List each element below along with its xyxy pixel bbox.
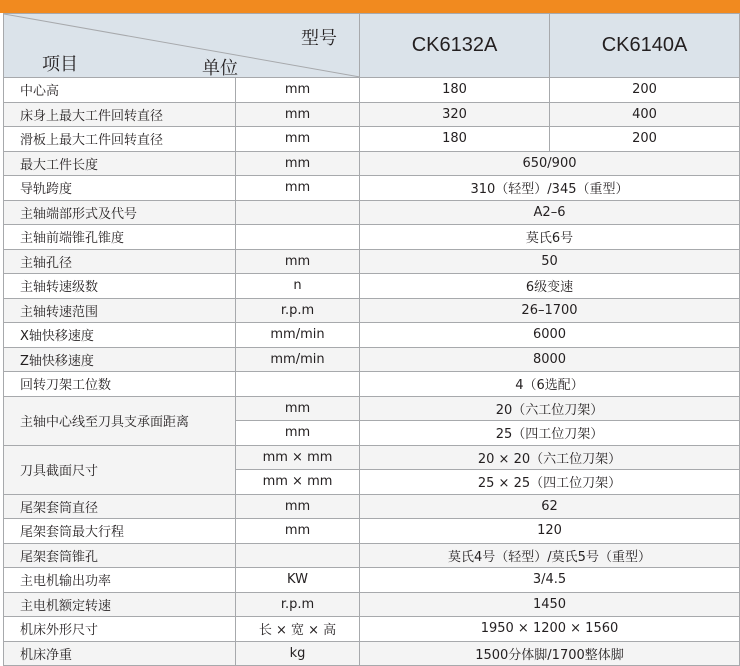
unit-cell: mm × mm — [236, 470, 360, 495]
unit-cell: mm — [236, 78, 360, 103]
item-cell: 尾架套筒锥孔 — [4, 543, 236, 568]
item-cell: 刀具截面尺寸 — [4, 445, 236, 494]
value-cell: 62 — [360, 494, 740, 519]
unit-cell: mm — [236, 127, 360, 152]
value-cell: 4（6选配） — [360, 372, 740, 397]
unit-label: 单位 — [202, 58, 238, 79]
table-row — [4, 274, 740, 299]
table-row — [4, 347, 740, 372]
unit-cell: r.p.m — [236, 298, 360, 323]
table-row — [4, 617, 740, 642]
table-row — [4, 641, 740, 666]
value-cell: 25（四工位刀架） — [360, 421, 740, 446]
unit-cell — [236, 200, 360, 225]
table-row — [4, 200, 740, 225]
header-diagonal-cell — [4, 14, 360, 78]
model-header-ck6140a: CK6140A — [550, 14, 740, 78]
item-cell: 尾架套筒直径 — [4, 494, 236, 519]
value-cell: 3/4.5 — [360, 568, 740, 593]
spec-table — [3, 13, 740, 666]
item-label: 项目 — [42, 54, 78, 75]
item-cell: 最大工件长度 — [4, 151, 236, 176]
value-cell: A2–6 — [360, 200, 740, 225]
value-cell: 310（轻型）/345（重型） — [360, 176, 740, 201]
item-cell: 尾架套筒最大行程 — [4, 519, 236, 544]
table-row — [4, 568, 740, 593]
value-cell: 26–1700 — [360, 298, 740, 323]
value-cell: 1950 × 1200 × 1560 — [360, 617, 740, 642]
item-cell: 主轴前端锥孔锥度 — [4, 225, 236, 250]
unit-cell: mm/min — [236, 323, 360, 348]
item-cell: 主电机输出功率 — [4, 568, 236, 593]
table-row — [4, 396, 740, 421]
table-row — [4, 102, 740, 127]
unit-cell: mm — [236, 494, 360, 519]
unit-cell: r.p.m — [236, 592, 360, 617]
value-cell: 6级变速 — [360, 274, 740, 299]
value-cell-ck6140a: 200 — [550, 127, 740, 152]
unit-cell: mm — [236, 102, 360, 127]
value-cell: 20（六工位刀架） — [360, 396, 740, 421]
unit-cell — [236, 225, 360, 250]
header-row — [4, 14, 740, 78]
value-cell-ck6132a: 180 — [360, 78, 550, 103]
unit-cell — [236, 543, 360, 568]
value-cell: 6000 — [360, 323, 740, 348]
table-row — [4, 592, 740, 617]
value-cell: 120 — [360, 519, 740, 544]
unit-cell: KW — [236, 568, 360, 593]
table-row — [4, 323, 740, 348]
unit-cell: mm — [236, 519, 360, 544]
unit-cell: 长 × 宽 × 高 — [236, 617, 360, 642]
unit-cell: mm — [236, 421, 360, 446]
unit-cell: kg — [236, 641, 360, 666]
unit-cell: mm/min — [236, 347, 360, 372]
value-cell: 1500分体脚/1700整体脚 — [360, 641, 740, 666]
unit-cell — [236, 372, 360, 397]
table-row — [4, 225, 740, 250]
item-cell: 滑板上最大工件回转直径 — [4, 127, 236, 152]
item-cell: 床身上最大工件回转直径 — [4, 102, 236, 127]
model-label: 型号 — [301, 28, 337, 49]
item-cell: 回转刀架工位数 — [4, 372, 236, 397]
value-cell-ck6132a: 320 — [360, 102, 550, 127]
item-cell: 主轴孔径 — [4, 249, 236, 274]
item-cell: 主轴中心线至刀具支承面距离 — [4, 396, 236, 445]
unit-cell: n — [236, 274, 360, 299]
unit-cell: mm × mm — [236, 445, 360, 470]
value-cell: 20 × 20（六工位刀架） — [360, 445, 740, 470]
item-cell: 导轨跨度 — [4, 176, 236, 201]
table-row — [4, 519, 740, 544]
item-cell: 主轴转速范围 — [4, 298, 236, 323]
unit-cell: mm — [236, 249, 360, 274]
value-cell-ck6140a: 400 — [550, 102, 740, 127]
unit-cell: mm — [236, 151, 360, 176]
value-cell: 25 × 25（四工位刀架） — [360, 470, 740, 495]
value-cell: 1450 — [360, 592, 740, 617]
value-cell-ck6132a: 180 — [360, 127, 550, 152]
item-cell: 主轴端部形式及代号 — [4, 200, 236, 225]
item-cell: 中心高 — [4, 78, 236, 103]
table-row — [4, 445, 740, 470]
value-cell: 650/900 — [360, 151, 740, 176]
item-cell: X轴快移速度 — [4, 323, 236, 348]
item-cell: 机床净重 — [4, 641, 236, 666]
table-row — [4, 298, 740, 323]
table-row — [4, 494, 740, 519]
table-row — [4, 176, 740, 201]
item-cell: Z轴快移速度 — [4, 347, 236, 372]
table-row — [4, 249, 740, 274]
item-cell: 主轴转速级数 — [4, 274, 236, 299]
value-cell: 莫氏4号（轻型）/莫氏5号（重型） — [360, 543, 740, 568]
value-cell: 莫氏6号 — [360, 225, 740, 250]
table-row — [4, 151, 740, 176]
value-cell: 50 — [360, 249, 740, 274]
item-cell: 主电机额定转速 — [4, 592, 236, 617]
model-header-ck6132a: CK6132A — [360, 14, 550, 78]
table-row — [4, 78, 740, 103]
value-cell: 8000 — [360, 347, 740, 372]
item-cell: 机床外形尺寸 — [4, 617, 236, 642]
unit-cell: mm — [236, 176, 360, 201]
top-accent-bar — [0, 0, 740, 13]
table-row — [4, 543, 740, 568]
table-row — [4, 372, 740, 397]
unit-cell: mm — [236, 396, 360, 421]
table-row — [4, 127, 740, 152]
value-cell-ck6140a: 200 — [550, 78, 740, 103]
